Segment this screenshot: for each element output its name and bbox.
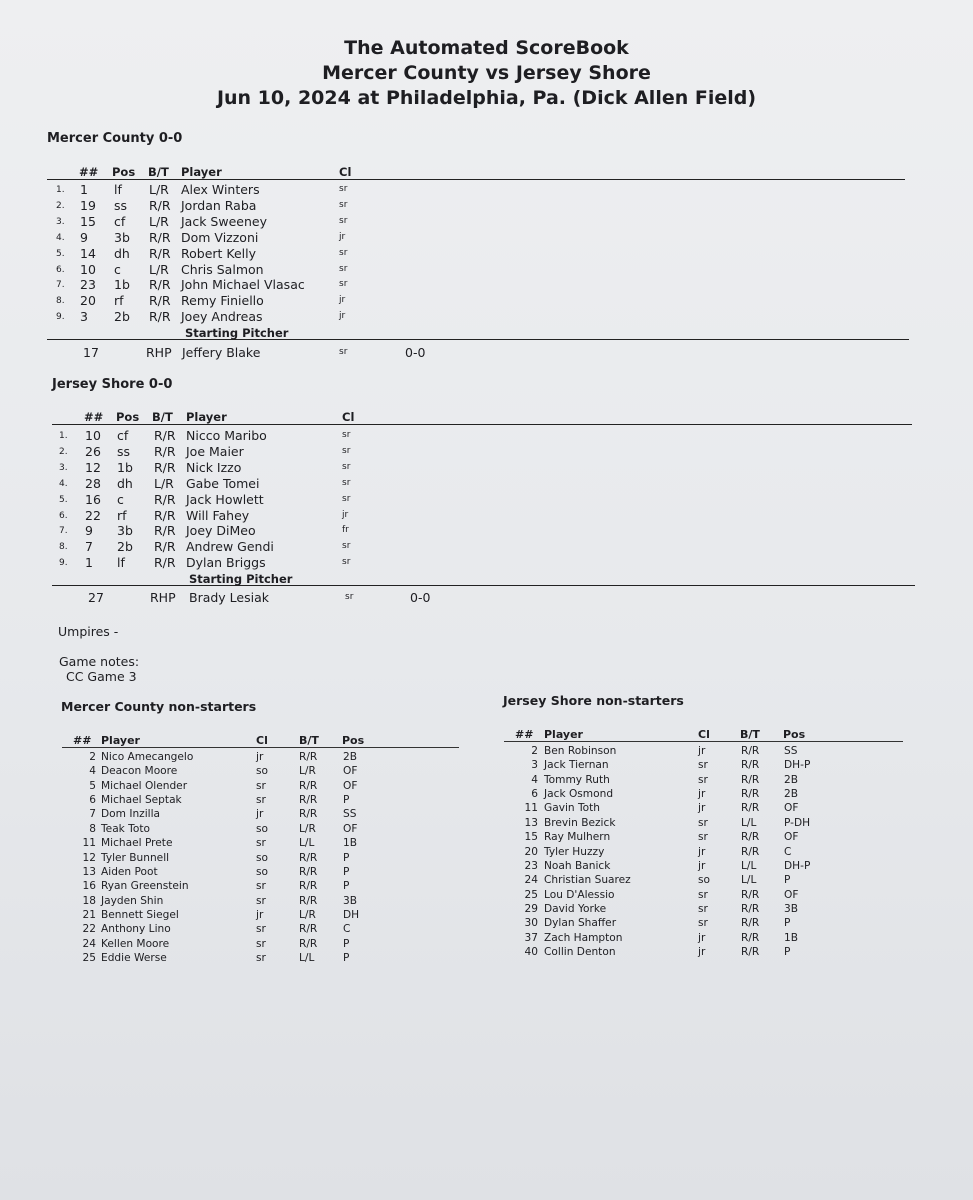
player-class: sr — [342, 557, 351, 568]
player-name: Andrew Gendi — [186, 539, 274, 555]
player-number: 26 — [85, 443, 101, 459]
player-position: P — [784, 917, 791, 930]
player-bats-throws: R/R — [741, 917, 760, 930]
player-position: 1b — [117, 459, 133, 475]
player-name: Dom Vizzoni — [181, 229, 259, 245]
player-bats-throws: R/R — [149, 277, 171, 293]
player-class: jr — [339, 231, 346, 242]
player-position: P — [343, 851, 350, 864]
player-position: 3b — [114, 229, 130, 245]
player-name: Nicco Maribo — [186, 428, 267, 443]
home-team-title: Mercer County 0-0 — [47, 131, 183, 146]
player-position: dh — [114, 245, 130, 261]
player-class: jr — [698, 788, 706, 801]
player-class: sr — [256, 923, 266, 936]
player-class: jr — [698, 931, 706, 944]
player-number: 18 — [82, 894, 96, 907]
away-team-title: Jersey Shore 0-0 — [52, 377, 173, 392]
player-name: Tommy Ruth — [544, 773, 610, 786]
player-name: David Yorke — [544, 903, 607, 916]
player-position: P — [784, 874, 791, 887]
player-number: 12 — [82, 851, 96, 864]
player-name: Ben Robinson — [544, 745, 617, 757]
player-bats-throws: R/R — [741, 759, 760, 772]
player-position: rf — [114, 293, 124, 309]
player-class: jr — [698, 802, 706, 815]
player-name: Michael Septak — [101, 794, 182, 807]
player-bats-throws: R/R — [741, 946, 760, 959]
batting-order: 1. — [59, 431, 68, 441]
player-name: Robert Kelly — [181, 245, 257, 261]
player-name: Jack Howlett — [186, 491, 264, 507]
player-class: jr — [698, 745, 706, 757]
player-number: 2 — [89, 751, 96, 763]
player-class: jr — [698, 859, 706, 872]
player-number: 20 — [524, 845, 538, 858]
batting-order: 3. — [56, 216, 65, 227]
player-name: Deacon Moore — [101, 765, 178, 778]
player-class: sr — [256, 937, 266, 950]
player-position: 2B — [784, 773, 799, 786]
player-name: Ray Mulhern — [544, 831, 611, 844]
player-name: Michael Prete — [101, 837, 173, 850]
col-pos: Pos — [112, 165, 136, 179]
player-bats-throws: R/R — [741, 788, 760, 801]
player-position: SS — [343, 808, 357, 821]
player-position: 3B — [784, 903, 799, 916]
player-position: lf — [117, 555, 125, 571]
player-name: Gabe Tomei — [186, 475, 260, 491]
player-name: Anthony Lino — [101, 923, 171, 936]
player-number: 11 — [82, 837, 96, 850]
player-position: cf — [117, 428, 129, 443]
player-number: 30 — [524, 917, 538, 930]
player-position: lf — [114, 182, 122, 197]
player-bats-throws: L/L — [741, 874, 757, 887]
player-bats-throws: R/R — [154, 491, 176, 507]
player-number: 25 — [82, 952, 96, 965]
player-name: Dylan Briggs — [186, 555, 266, 571]
player-class: sr — [256, 880, 266, 893]
player-bats-throws: L/L — [741, 859, 757, 872]
batting-order: 5. — [59, 494, 68, 505]
player-bats-throws: L/R — [299, 822, 316, 835]
away-bench-title: Jersey Shore non-starters — [503, 693, 684, 708]
player-class: sr — [256, 837, 266, 850]
player-number: 21 — [82, 909, 96, 922]
player-bats-throws: R/R — [299, 779, 318, 792]
player-bats-throws: R/R — [299, 894, 318, 907]
player-name: Bennett Siegel — [101, 909, 179, 922]
player-name: Jordan Raba — [181, 197, 257, 213]
player-position: OF — [784, 802, 799, 815]
batting-order: 7. — [59, 526, 68, 537]
player-name: Tyler Bunnell — [101, 851, 170, 864]
player-position: ss — [117, 443, 131, 459]
player-bats-throws: R/R — [154, 507, 176, 523]
player-class: jr — [339, 311, 346, 322]
player-class: so — [256, 765, 269, 778]
player-number: 11 — [524, 802, 538, 815]
player-position: OF — [343, 822, 358, 835]
player-number: 24 — [82, 937, 96, 950]
player-class: sr — [339, 247, 348, 258]
player-name: Remy Finiello — [181, 293, 264, 309]
col-class: Cl — [339, 165, 352, 179]
player-bats-throws: L/R — [149, 213, 169, 229]
player-number: 1 — [80, 182, 88, 197]
player-number: 23 — [524, 859, 538, 872]
player-number: 7 — [85, 539, 93, 555]
player-position: SS — [784, 745, 798, 757]
player-class: so — [256, 822, 269, 835]
batting-order: 2. — [56, 200, 65, 211]
batting-order: 6. — [56, 264, 65, 275]
player-number: 22 — [82, 923, 96, 936]
player-number: 28 — [85, 475, 101, 491]
batting-order: 3. — [59, 462, 68, 473]
player-name: Zach Hampton — [544, 931, 623, 944]
player-name: Joe Maier — [186, 443, 244, 459]
batting-order: 4. — [56, 232, 65, 243]
scorebook-page: The Automated ScoreBook Mercer County vs Jersey Shore Jun 10, 2024 at Philadelphia, Pa. (Dick Allen Field) Mercer County 0-0 ## Pos B/T Player Cl 1. 1 lf L/R Alex Winters sr 2. 19 ss R/R Jordan Raba sr 3. 15 cf L/R Jack Sweeney sr 4. 9 3b R/R Dom Vizzoni jr 5. 14 dh R/R Robert Kelly sr 6. 10 c L/R Chris Salmon sr 7. 23 1b R/R John Michael Vlasac sr 8. 20 rf R/R Remy Finiello jr 9. 3 2b R/R Joey Andreas jr Starting Pitcher 17 RHP Jeffery Blake sr 0-0 Jersey Shore 0-0 ## Pos B/T Player Cl 1. 10 cf R/R Nicco Maribo sr 2. 26 ss R/R Joe Maier sr 3. 12 1b R/R Nick Izzo sr 4. 28 dh L/R Gabe Tomei sr 5. 16 c R/R Jack Howlett sr 6. 22 rf R/R Will Fahey jr 7. 9 3b R/R Joey DiMeo fr 8. 7 2b R/R Andrew Gendi sr 9. 1 lf R/R Dylan Briggs sr Starting Pitcher 27 RHP Brady Lesiak sr 0-0 Umpires - Game notes: CC Game 3 Mercer County non-starters ## Player Cl B/T Pos 2 Nico Amecangelo jr R/R 2B 4 Deacon Moore so L/R OF 5 Michael Olender sr R/R OF 6 Michael Septak sr R/R P 7 Dom Inzilla jr R/R SS 8 Teak Toto so L/R OF 11 Michael Prete sr L/L 1B 12 Tyler Bunnell so R/R P 13 Aiden Poot so R/R P 16 Ryan Greenstein sr R/R P 18 Jayden Shin sr R/R 3B 21 Bennett Siegel jr L/R DH 22 Anthony Lino sr R/R C 24 Kellen Moore sr R/R P 25 Eddie Werse sr L/L P Jersey Shore non-starters ## Player Cl B/T Pos 2 Ben Robinson jr R/R SS 3 Jack Tiernan sr R/R DH-P 4 Tommy Ruth sr R/R 2B 6 Jack Osmond jr R/R 2B 11 Gavin Toth jr R/R OF 13 Brevin Bezick sr L/L P-DH 15 Ray Mulhern sr R/R OF 20 Tyler Huzzy jr R/R C 23 Noah Banick jr L/L DH-P 24 Christian Suarez so L/L P 25 Lou D'Alessio sr R/R OF 29 David Yorke sr R/R 3B 30 Dylan Shaffer sr R/R P 37 Zach Hampton jr R/R 1B 40 Collin Denton jr R/R P — [0, 0, 973, 1200]
player-number: 19 — [80, 197, 96, 213]
batting-order: 9. — [56, 312, 65, 323]
report-title: The Automated ScoreBook — [344, 37, 629, 59]
player-bats-throws: R/R — [154, 459, 176, 475]
player-bats-throws: L/R — [149, 261, 169, 277]
player-bats-throws: R/R — [149, 229, 171, 245]
player-class: sr — [339, 263, 348, 274]
player-class: jr — [256, 909, 264, 922]
player-position: OF — [343, 779, 358, 792]
player-bats-throws: R/R — [299, 794, 318, 807]
player-class: sr — [342, 477, 351, 488]
player-class: sr — [342, 541, 351, 552]
player-bats-throws: R/R — [741, 802, 760, 815]
player-number: 7 — [89, 808, 96, 821]
player-number: 8 — [89, 822, 96, 835]
game-notes-label: Game notes: — [59, 654, 140, 669]
matchup-title: Mercer County vs Jersey Shore — [322, 62, 651, 84]
player-number: 9 — [80, 229, 88, 245]
player-class: sr — [256, 779, 266, 792]
player-number: 23 — [80, 277, 96, 293]
player-name: Will Fahey — [186, 507, 250, 523]
player-name: Chris Salmon — [181, 261, 264, 277]
away-bench-rule — [504, 741, 903, 742]
player-bats-throws: R/R — [154, 539, 176, 555]
player-class: so — [256, 851, 269, 864]
player-class: sr — [698, 917, 708, 930]
batting-order: 6. — [59, 510, 68, 521]
player-name: Jayden Shin — [101, 894, 164, 907]
player-number: 22 — [85, 507, 101, 523]
player-name: Teak Toto — [101, 822, 150, 835]
player-name: Tyler Huzzy — [544, 845, 605, 858]
player-position: P-DH — [784, 816, 811, 829]
player-position: c — [117, 491, 124, 507]
player-bats-throws: R/R — [741, 745, 760, 757]
batting-order: 8. — [59, 542, 68, 553]
player-name: Ryan Greenstein — [101, 880, 189, 893]
player-number: 10 — [85, 428, 101, 443]
player-bats-throws: R/R — [299, 851, 318, 864]
player-bats-throws: R/R — [299, 865, 318, 878]
player-bats-throws: R/R — [154, 443, 176, 459]
player-class: so — [698, 874, 711, 887]
player-bats-throws: L/R — [299, 765, 316, 778]
batting-order: 7. — [56, 280, 65, 291]
player-number: 3 — [531, 759, 538, 772]
player-class: jr — [698, 845, 706, 858]
player-number: 37 — [524, 931, 538, 944]
player-bats-throws: R/R — [741, 931, 760, 944]
player-bats-throws: R/R — [741, 831, 760, 844]
player-number: 15 — [80, 213, 96, 229]
player-position: P — [784, 946, 791, 959]
player-name: Joey Andreas — [181, 309, 263, 325]
player-name: Aiden Poot — [101, 865, 158, 878]
player-class: sr — [339, 279, 348, 290]
player-class: jr — [339, 295, 346, 306]
player-bats-throws: L/L — [299, 837, 315, 850]
player-position: ss — [114, 197, 128, 213]
player-class: sr — [342, 430, 351, 440]
player-position: 3b — [117, 523, 133, 539]
player-class: sr — [339, 184, 348, 194]
batting-order: 4. — [59, 478, 68, 489]
player-class: sr — [342, 445, 351, 456]
player-position: OF — [784, 831, 799, 844]
player-bats-throws: R/R — [149, 245, 171, 261]
pitcher-number: 17 — [83, 345, 99, 360]
player-number: 4 — [89, 765, 96, 778]
player-class: jr — [256, 808, 264, 821]
player-position: P — [343, 880, 350, 893]
player-name: Alex Winters — [181, 182, 260, 197]
player-name: Jack Sweeney — [181, 213, 267, 229]
player-position: c — [114, 261, 121, 277]
away-pitcher-rule — [52, 585, 915, 586]
player-name: Jack Osmond — [544, 788, 614, 801]
player-number: 14 — [80, 245, 96, 261]
player-position: DH — [343, 909, 360, 922]
player-number: 16 — [85, 491, 101, 507]
player-position: cf — [114, 213, 126, 229]
player-name: Kellen Moore — [101, 937, 170, 950]
game-date-location: Jun 10, 2024 at Philadelphia, Pa. (Dick Allen Field) — [216, 87, 757, 109]
player-class: jr — [256, 751, 264, 763]
player-name: Dylan Shaffer — [544, 917, 617, 930]
player-number: 40 — [524, 946, 538, 959]
player-name: Joey DiMeo — [186, 523, 256, 539]
batting-order: 9. — [59, 558, 68, 569]
col-bt: B/T — [148, 165, 169, 179]
player-name: Eddie Werse — [101, 952, 167, 965]
player-bats-throws: R/R — [149, 197, 171, 213]
batting-order: 8. — [56, 296, 65, 307]
player-position: 1B — [784, 931, 799, 944]
batting-order: 2. — [59, 446, 68, 457]
player-position: 2B — [343, 751, 358, 763]
col-player: Player — [181, 165, 222, 179]
player-position: 3B — [343, 894, 358, 907]
player-number: 9 — [85, 523, 93, 539]
player-bats-throws: R/R — [741, 773, 760, 786]
player-bats-throws: L/L — [299, 952, 315, 965]
player-position: P — [343, 865, 350, 878]
player-class: sr — [256, 894, 266, 907]
player-position: rf — [117, 507, 127, 523]
home-bench-rule — [62, 747, 459, 748]
umpires: Umpires - — [58, 624, 119, 639]
player-position: P — [343, 952, 350, 965]
player-number: 13 — [82, 865, 96, 878]
player-number: 10 — [80, 261, 96, 277]
player-number: 16 — [82, 880, 96, 893]
player-bats-throws: R/R — [149, 309, 171, 325]
player-position: C — [784, 845, 792, 858]
batting-order: 1. — [56, 185, 65, 195]
player-class: sr — [698, 831, 708, 844]
home-bench-title: Mercer County non-starters — [61, 699, 257, 714]
player-bats-throws: R/R — [741, 888, 760, 901]
player-bats-throws: L/L — [741, 816, 757, 829]
player-class: sr — [342, 493, 351, 504]
player-class: sr — [339, 199, 348, 210]
player-number: 5 — [89, 779, 96, 792]
pitcher-name: Jeffery Blake — [182, 345, 261, 360]
player-number: 6 — [531, 788, 538, 801]
player-number: 2 — [531, 745, 538, 757]
player-bats-throws: L/R — [154, 475, 174, 491]
player-class: jr — [342, 509, 349, 520]
player-position: dh — [117, 475, 133, 491]
player-bats-throws: R/R — [299, 880, 318, 893]
player-name: Jack Tiernan — [544, 759, 609, 772]
player-class: sr — [256, 794, 266, 807]
player-name: Brevin Bezick — [544, 816, 616, 829]
player-name: Nico Amecangelo — [101, 751, 194, 763]
player-number: 15 — [524, 831, 538, 844]
player-number: 6 — [89, 794, 96, 807]
player-name: Nick Izzo — [186, 459, 242, 475]
player-name: Gavin Toth — [544, 802, 601, 815]
player-bats-throws: R/R — [149, 293, 171, 309]
player-bats-throws: L/R — [299, 909, 316, 922]
player-bats-throws: R/R — [299, 751, 318, 763]
player-bats-throws: R/R — [299, 808, 318, 821]
pitcher-class: sr — [339, 347, 348, 357]
player-position: OF — [343, 765, 358, 778]
player-name: Dom Inzilla — [101, 808, 161, 821]
player-class: sr — [698, 903, 708, 916]
player-position: 2b — [117, 539, 133, 555]
home-lineup-rule — [47, 179, 905, 180]
player-bats-throws: R/R — [741, 903, 760, 916]
player-position: 1B — [343, 837, 358, 850]
pitcher-throws: RHP — [146, 345, 172, 360]
player-class: sr — [698, 759, 708, 772]
player-name: Noah Banick — [544, 859, 611, 872]
player-bats-throws: R/R — [299, 937, 318, 950]
player-number: 1 — [85, 555, 93, 571]
player-class: jr — [698, 946, 706, 959]
player-name: Collin Denton — [544, 946, 616, 959]
game-notes-text: CC Game 3 — [66, 669, 137, 684]
player-position: C — [343, 923, 351, 936]
player-number: 29 — [524, 903, 538, 916]
home-pitcher-rule — [47, 339, 909, 340]
player-number: 24 — [524, 874, 538, 887]
player-position: P — [343, 794, 350, 807]
player-class: sr — [256, 952, 266, 965]
player-name: Christian Suarez — [544, 874, 631, 887]
player-number: 25 — [524, 888, 538, 901]
player-class: fr — [342, 525, 349, 536]
player-class: sr — [698, 773, 708, 786]
player-number: 12 — [85, 459, 101, 475]
player-position: OF — [784, 888, 799, 901]
player-position: P — [343, 937, 350, 950]
player-bats-throws: R/R — [154, 555, 176, 571]
player-class: sr — [698, 888, 708, 901]
player-class: sr — [342, 461, 351, 472]
player-bats-throws: R/R — [154, 428, 176, 443]
player-position: DH-P — [784, 759, 811, 772]
player-bats-throws: R/R — [299, 923, 318, 936]
player-bats-throws: R/R — [741, 845, 760, 858]
player-name: Michael Olender — [101, 779, 188, 792]
player-number: 3 — [80, 309, 88, 325]
player-bats-throws: L/R — [149, 182, 169, 197]
player-position: 2b — [114, 309, 130, 325]
player-class: sr — [698, 816, 708, 829]
player-number: 20 — [80, 293, 96, 309]
player-number: 4 — [531, 773, 538, 786]
player-name: Lou D'Alessio — [544, 888, 615, 901]
player-number: 13 — [524, 816, 538, 829]
away-lineup-rule — [52, 424, 912, 425]
player-position: DH-P — [784, 859, 811, 872]
batting-order: 5. — [56, 248, 65, 259]
player-class: so — [256, 865, 269, 878]
player-position: 1b — [114, 277, 130, 293]
pitcher-record: 0-0 — [405, 345, 426, 360]
player-bats-throws: R/R — [154, 523, 176, 539]
player-position: 2B — [784, 788, 799, 801]
col-num: ## — [79, 165, 99, 179]
player-name: John Michael Vlasac — [181, 277, 305, 293]
player-class: sr — [339, 215, 348, 226]
